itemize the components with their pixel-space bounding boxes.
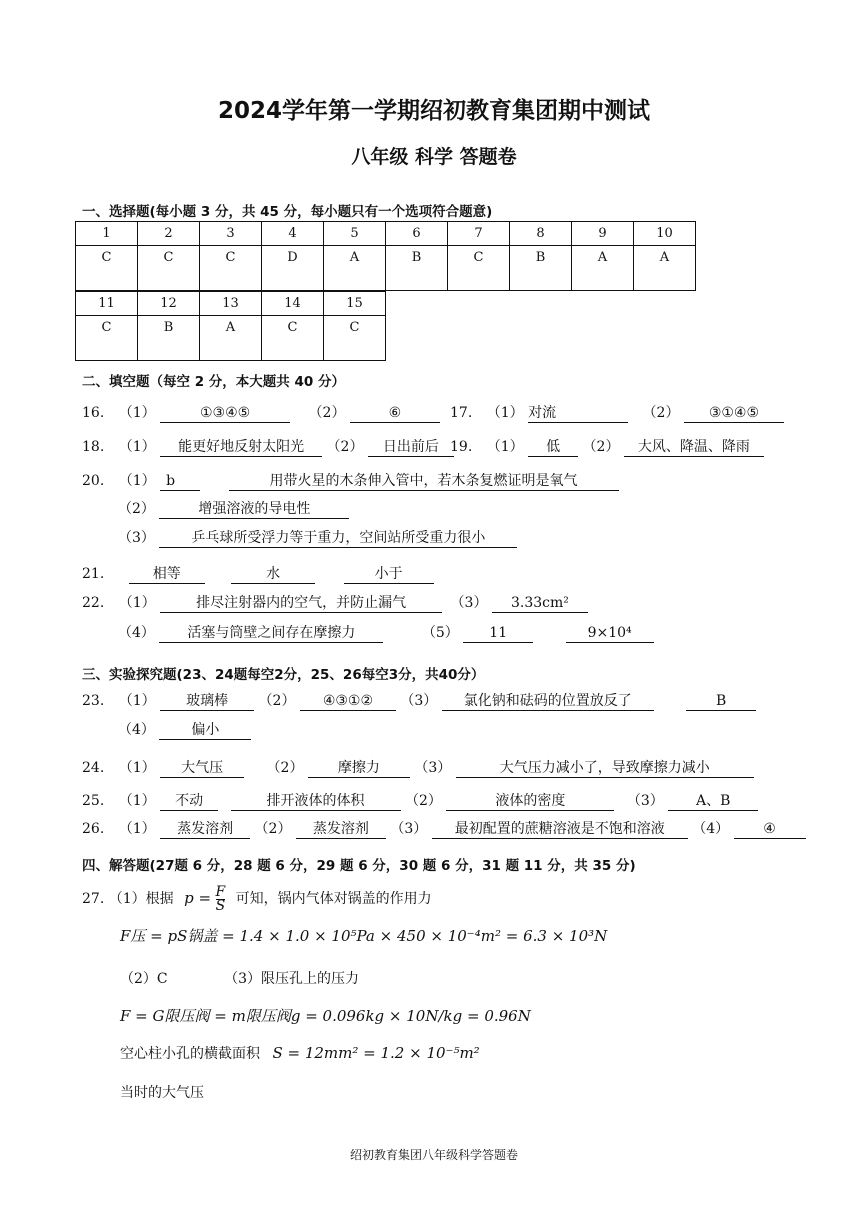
q19 [450,436,764,457]
q22-answer3: 3.33cm² [492,594,588,613]
q23-line1 [82,690,756,711]
question-number-cell-row2-4: 14 [262,292,324,316]
q21-answer2: 水 [231,565,315,584]
q20-part2-label: （2） [118,501,155,517]
section2-heading: 二、填空题（每空 2 分，本大题共 40 分） [82,374,345,390]
answer-cell-3: C [200,246,262,291]
question-number-cell-8: 8 [510,222,572,246]
question-number-cell-row2-3: 13 [200,292,262,316]
q22-part3-label: （3） [450,595,488,611]
answer-cell-2: C [138,246,200,291]
q19-answer2: 大风、降温、降雨 [624,438,764,457]
q17-number: 17. [450,405,473,421]
q20-answer1b: 用带火星的木条伸入管中，若木条复燃证明是氧气 [229,472,619,491]
q19-part1-label: （1） [486,439,524,455]
q27-fraction-numerator: F [215,883,226,900]
q17 [450,402,784,423]
q24 [82,757,754,778]
q25-answer1b: 排开液体的体积 [231,792,401,811]
question-number-cell-2: 2 [138,222,200,246]
q18-number: 18. [82,439,105,455]
q27-formula-line4: F = G限压阀 = m限压阀g = 0.096kg × 10N/kg = 0.96N [120,1007,531,1025]
q18-part1-label: （1） [118,439,156,455]
q27-fraction-denominator: S [215,897,226,914]
q22-part4-label: （4） [118,625,155,641]
q20-line2 [118,498,349,519]
q23-answer2: ④③①② [300,692,396,711]
q23-answer1: 玻璃棒 [160,692,254,711]
q26 [82,818,806,839]
q25-answer1a: 不动 [160,792,218,811]
q22-answer4: 活塞与筒壁之间存在摩擦力 [159,624,383,643]
q19-number: 19. [450,439,473,455]
q27-line5 [120,1043,480,1063]
q23-part2-label: （2） [258,693,296,709]
answer-cell-5: A [324,246,386,291]
answer-cell-9: A [572,246,634,291]
q27-line3 [120,968,359,988]
q23-part3-label: （3） [400,693,438,709]
answer-cell-row2-2: B [138,316,200,361]
q17-part2-label: （2） [642,405,680,421]
q26-answer2: 蒸发溶剂 [296,820,386,839]
answer-cell-4: D [262,246,324,291]
section4-heading: 四、解答题(27题 6 分，28 题 6 分，29 题 6 分，30 题 6 分，31 题 11 分，共 35 分) [82,858,636,874]
q22-answer5a: 11 [463,624,533,643]
question-number-cell-6: 6 [386,222,448,246]
q24-answer1: 大气压 [160,759,244,778]
q22-line2 [118,622,654,643]
q20-line1 [82,470,619,491]
question-number-cell-4: 4 [262,222,324,246]
answer-cell-7: C [448,246,510,291]
q26-part3-label: （3） [390,821,428,837]
q26-answer4: ④ [734,820,806,839]
answer-cell-row2-5: C [324,316,386,361]
q27-line1-pre: （1）根据 [108,891,174,907]
q17-answer1: 对流 [528,404,628,423]
q24-answer2: 摩擦力 [308,759,410,778]
answer-cell-8: B [510,246,572,291]
q26-part1-label: （1） [118,821,156,837]
question-number-cell-3: 3 [200,222,262,246]
q22-part5-label: （5） [421,625,459,641]
q24-answer3: 大气压力减小了，导致摩擦力减小 [456,759,754,778]
question-number-cell-5: 5 [324,222,386,246]
q16 [82,402,440,423]
q18-answer2: 日出前后 [368,438,454,457]
q20-line3 [118,527,517,548]
choice-answer-table-1 [75,221,696,291]
question-number-cell-row2-1: 11 [76,292,138,316]
answer-cell-10: A [634,246,696,291]
choice-answer-table-2 [75,291,386,361]
q27-line1 [82,884,432,913]
q27-formula-line2: F压 = pS锅盖 = 1.4 × 1.0 × 10⁵Pa × 450 × 10⁻⁴m² = 6.3 × 10³N [120,927,608,945]
q20-answer3: 乒乓球所受浮力等于重力，空间站所受重力很小 [159,529,517,548]
page-title: 2024学年第一学期绍初教育集团期中测试 [217,98,650,124]
q25-part2-label: （2） [405,793,442,809]
q20-number: 20. [82,473,105,489]
q17-part1-label: （1） [486,405,524,421]
q22-answer1: 排尽注射器内的空气，并防止漏气 [160,594,442,613]
q16-answer1: ①③④⑤ [160,404,290,423]
q23-answer3b: B [686,692,756,711]
q21-number: 21. [82,566,105,582]
q26-part2-label: （2） [254,821,292,837]
q23-number: 23. [82,693,105,709]
answer-cell-6: B [386,246,448,291]
page-subtitle: 八年级 科学 答题卷 [351,146,517,168]
page-footer: 绍初教育集团八年级科学答题卷 [349,1148,518,1162]
q19-answer1: 低 [528,438,578,457]
q25 [82,790,758,811]
q23-line2 [118,719,251,740]
q27-number: 27. [82,891,105,907]
q27-answer2: （2）C [120,971,168,987]
q27-formula-line5: S = 12mm² = 1.2 × 10⁻⁵m² [272,1044,480,1062]
q21 [82,565,434,584]
q20-part3-label: （3） [118,530,155,546]
section3-heading: 三、实验探究题(23、24题每空2分，25、26每空3分，共40分） [82,667,485,683]
q23-answer4: 偏小 [159,721,251,740]
answer-cell-1: C [76,246,138,291]
q20-part1-label: （1） [118,473,156,489]
question-number-cell-1: 1 [76,222,138,246]
q20-answer2: 增强溶液的导电性 [159,500,349,519]
q26-answer1: 蒸发溶剂 [160,820,250,839]
q27-line1-post: 可知，锅内气体对锅盖的作用力 [235,891,432,907]
q16-number: 16. [82,405,105,421]
q16-part1-label: （1） [118,405,156,421]
q27-line6: 当时的大气压 [120,1085,204,1101]
question-number-cell-7: 7 [448,222,510,246]
q27-formula-lhs: p = [184,889,212,907]
q24-part2-label: （2） [266,760,304,776]
q23-part1-label: （1） [118,693,156,709]
q25-part3-label: （3） [626,793,664,809]
section1-heading: 一、选择题(每小题 3 分，共 45 分，每小题只有一个选项符合题意) [82,204,493,220]
question-number-cell-10: 10 [634,222,696,246]
q18-answer1: 能更好地反射太阳光 [160,438,322,457]
q25-answer3: A、B [668,792,758,811]
q26-answer3: 最初配置的蔗糖溶液是不饱和溶液 [432,820,688,839]
answer-cell-row2-3: A [200,316,262,361]
q27-fraction [215,883,226,914]
q17-answer2: ③①④⑤ [684,404,784,423]
q24-number: 24. [82,760,105,776]
q27-line5-pre: 空心柱小孔的横截面积 [120,1046,260,1062]
q19-part2-label: （2） [582,439,620,455]
q23-answer3: 氯化钠和砝码的位置放反了 [442,692,654,711]
q21-answer3: 小于 [344,565,434,584]
q18-part2-label: （2） [326,439,364,455]
q27-part3-text: （3）限压孔上的压力 [224,971,359,987]
q18 [82,436,454,457]
q20-answer1a: b [160,472,200,491]
q26-number: 26. [82,821,105,837]
q24-part3-label: （3） [414,760,452,776]
q22-number: 22. [82,595,105,611]
q25-part1-label: （1） [118,793,156,809]
q25-answer2: 液体的密度 [446,792,614,811]
q21-answer1: 相等 [129,565,205,584]
answer-cell-row2-1: C [76,316,138,361]
question-number-cell-row2-5: 15 [324,292,386,316]
answer-cell-row2-4: C [262,316,324,361]
q16-answer2: ⑥ [350,404,440,423]
q22-line1 [82,592,588,613]
q23-part4-label: （4） [118,722,155,738]
q26-part4-label: （4） [692,821,730,837]
q25-number: 25. [82,793,105,809]
question-number-cell-row2-2: 12 [138,292,200,316]
q22-answer5b: 9×10⁴ [566,624,654,643]
q24-part1-label: （1） [118,760,156,776]
question-number-cell-9: 9 [572,222,634,246]
q16-part2-label: （2） [308,405,346,421]
q22-part1-label: （1） [118,595,156,611]
